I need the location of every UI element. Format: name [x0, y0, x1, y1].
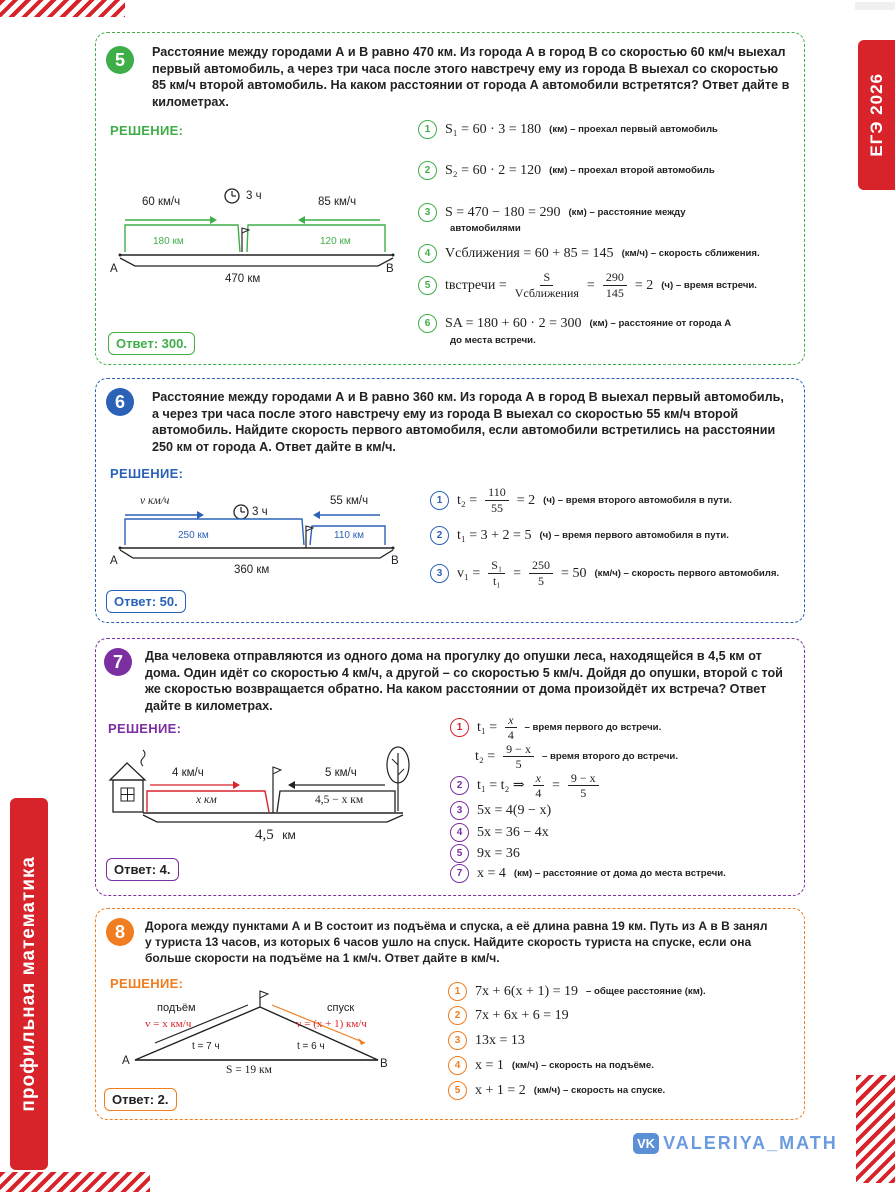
p6-time-label: 3 ч: [252, 506, 268, 518]
p7-v2-label: 5 км/ч: [325, 767, 357, 779]
p5-step-4: [418, 244, 760, 263]
p5-step-6-note2: до места встречи.: [450, 335, 536, 346]
p6-step-3-post: = 50: [561, 565, 587, 581]
exam-badge-text: ЕГЭ 2026: [866, 73, 886, 157]
p7-step-1b: [475, 742, 678, 771]
p8-step-4-num: 4: [448, 1056, 467, 1075]
p5-total-label: 470 км: [225, 273, 261, 285]
p7-v1-label: 4 км/ч: [172, 767, 204, 779]
p7-step-1-frac-den: 4: [507, 728, 514, 742]
p6-step-2: [430, 526, 729, 545]
p5-d2-label: 120 км: [320, 236, 351, 247]
p5-step-2: [418, 161, 715, 180]
p7-step-2-frac2: [568, 771, 599, 800]
p5-step-5-frac1: [515, 270, 579, 301]
p7-d1-label: x км: [196, 794, 217, 806]
p5-step-5-frac2-den: 145: [605, 286, 624, 300]
p5-step-6-math: SA = 180 + 60 · 2 = 300: [445, 315, 582, 331]
p6-step-3-mid: =: [513, 565, 522, 581]
p7-step-1b-frac: [503, 742, 534, 771]
problem-8-solution-label: РЕШЕНИЕ:: [110, 976, 184, 991]
p6-step-2-num: 2: [430, 526, 449, 545]
p6-step-1-pre: t₂ =: [457, 492, 478, 508]
problem-7-text: Два человека отправляются из одного дома на прогулку до опушки леса, находящейся в 4,5 км от дома. Один идёт со скоростью 4 км/ч, а другой – со скоростью 5 км/ч. Дойдя до опушки, второй с той же скоростью возвращается обратно. На каком расстоянии от дома произойдёт их встреча? Ответ дайте в километрах.: [145, 649, 783, 713]
problem-8-answer: Ответ: 2.: [104, 1088, 177, 1111]
p7-step-2-pre: t₁ = t₂ ⇒: [477, 778, 525, 793]
p8-step-2: [448, 1006, 569, 1025]
p5-step-3-note: (км) – расстояние между: [568, 207, 686, 218]
p7-step-2: [450, 771, 599, 800]
p7-step-1-frac-num: x: [505, 713, 516, 728]
p7-step-1: [450, 713, 661, 742]
p5-step-1: [418, 120, 718, 139]
p5-step-1-num: 1: [418, 120, 437, 139]
watermark: [633, 1133, 838, 1154]
p8-b-label: В: [380, 1058, 388, 1070]
p6-step-3-note: (км/ч) – скорость первого автомобиля.: [594, 568, 780, 579]
p7-step-5: [450, 844, 520, 863]
p8-a-label: А: [122, 1055, 130, 1067]
p7-step-2-frac2-den: 5: [580, 786, 587, 800]
p7-d2-label: 4,5 − x км: [315, 794, 364, 806]
p5-step-2-note: (км) – проехал второй автомобиль: [549, 165, 715, 176]
p6-step-3-num: 3: [430, 564, 449, 583]
p6-step-2-math: t₁ = 3 + 2 = 5: [457, 527, 532, 543]
p5-d1-label: 180 км: [153, 236, 184, 247]
p5-step-3-note2: автомобилями: [450, 223, 521, 234]
p8-step-2-math: 7x + 6x + 6 = 19: [475, 1007, 569, 1023]
p5-step-5-frac1-num: S: [540, 270, 553, 286]
p8-v2-label: v = (x + 1) км/ч: [296, 1018, 367, 1030]
p8-step-4-math: x = 1: [475, 1057, 504, 1073]
p6-point-b: [392, 547, 395, 550]
p7-step-3-math: 5x = 4(9 − x): [477, 802, 552, 818]
p5-arrow-2-head: [298, 216, 305, 224]
p6-arrow-2-head: [313, 511, 320, 519]
p5-step-6-note: (км) – расстояние от города А: [589, 318, 732, 329]
p6-step-3-frac1-den: t₁: [492, 574, 501, 588]
p7-step-4-num: 4: [450, 823, 469, 842]
p5-step-2-math: S₂ = 60 · 2 = 120: [445, 162, 542, 178]
problem-5-number: 5: [106, 46, 134, 74]
p6-step-1-frac: [485, 485, 509, 516]
p7-step-2-frac2-num: 9 − x: [568, 771, 599, 786]
p8-step-5-math: x + 1 = 2: [475, 1082, 526, 1098]
problem-5-solution-label: РЕШЕНИЕ:: [110, 123, 184, 138]
p5-step-2-num: 2: [418, 161, 437, 180]
problem-6-solution-label: РЕШЕНИЕ:: [110, 466, 184, 481]
p5-step-5-frac1-den: Vсближения: [514, 286, 579, 300]
problem-8-number: 8: [106, 918, 134, 946]
p8-t1-label: t = 7 ч: [192, 1041, 220, 1052]
p5-step-3: [418, 203, 686, 222]
p6-step-3-frac2-den: 5: [538, 574, 545, 588]
p7-step-3-num: 3: [450, 801, 469, 820]
p6-total-label: 360 км: [234, 564, 270, 576]
p6-a-label: А: [110, 555, 118, 567]
p5-step-5: [418, 270, 757, 301]
p6-b-label: В: [391, 555, 399, 567]
p5-step-3-math: S = 470 − 180 = 290: [445, 204, 561, 220]
p7-step-3: [450, 801, 551, 820]
problem-6-answer: Ответ: 50.: [106, 590, 186, 613]
p8-step-5-num: 5: [448, 1081, 467, 1100]
p5-step-6-num: 6: [418, 314, 437, 333]
p7-flag-icon: [273, 767, 281, 774]
problem-6-number: 6: [106, 388, 134, 416]
p7-arrow-1-head: [233, 781, 240, 789]
p6-arrow-1-head: [197, 511, 204, 519]
p8-v1-label: v = x км/ч: [145, 1018, 192, 1030]
p8-t2-label: t = 6 ч: [297, 1041, 325, 1052]
p5-step-1-math: S₁ = 60 · 3 = 180: [445, 121, 542, 137]
p5-a-label: А: [110, 263, 118, 275]
p8-total-label: S = 19 км: [226, 1064, 272, 1076]
p7-step-5-num: 5: [450, 844, 469, 863]
p7-step-4: [450, 823, 549, 842]
top-right-bar: [855, 2, 895, 10]
house-smoke-icon: [141, 750, 145, 766]
p7-step-1b-frac-den: 5: [515, 757, 522, 771]
p7-step-1b-frac-num: 9 − x: [503, 742, 534, 757]
p6-step-1-frac-den: 55: [490, 501, 503, 515]
p6-brace: [120, 550, 393, 558]
p6-segment-1: [125, 519, 304, 545]
p8-down-label: спуск: [327, 1002, 355, 1014]
problem-7-solution-label: РЕШЕНИЕ:: [108, 721, 182, 736]
problem-7-number: 7: [104, 648, 132, 676]
problem-5-answer: Ответ: 300.: [108, 332, 195, 355]
p8-step-3-math: 13x = 13: [475, 1032, 525, 1048]
p5-arrow-1-head: [210, 216, 217, 224]
p5-step-6: [418, 314, 731, 333]
p8-step-2-num: 2: [448, 1006, 467, 1025]
p7-step-1-frac: [505, 713, 516, 742]
p5-b-label: В: [386, 263, 394, 275]
house-roof-icon: [110, 763, 145, 780]
p6-step-1-post: = 2: [516, 492, 536, 508]
p7-step-2-frac1: [533, 771, 544, 800]
p6-step-3-frac2-num: 250: [529, 558, 553, 574]
p7-total-value: 4,5: [255, 827, 274, 843]
p5-step-5-pre: tвстречи =: [445, 277, 507, 293]
p8-step-4: [448, 1056, 654, 1075]
p5-point-a: [119, 254, 122, 257]
p6-v2-label: 55 км/ч: [330, 495, 369, 507]
problem-6-text: Расстояние между городами А и В равно 360 км. Из города А в город В выехал первый автомобиль, а через три часа после этого навстречу ему из города В выехал со скоростью 55 км/ч второй автомобиль. Найдите скорость первого автомобиля, если автомобили встретились на расстоянии 250 км от города А. Ответ дайте в км/ч.: [152, 390, 784, 454]
p7-step-6: [450, 864, 726, 883]
p6-step-1-num: 1: [430, 491, 449, 510]
p8-step-1-num: 1: [448, 982, 467, 1001]
problem-7-answer: Ответ: 4.: [106, 858, 179, 881]
p8-step-1-note: – общее расстояние (км).: [586, 986, 706, 997]
p7-step-6-math: x = 4: [477, 865, 506, 881]
p7-step-6-num: 7: [450, 864, 469, 883]
p7-step-1-num: 1: [450, 718, 469, 737]
p6-step-2-note: (ч) – время первого автомобиля в пути.: [539, 530, 729, 541]
p8-step-3-num: 3: [448, 1031, 467, 1050]
p7-step-2-frac1-num: x: [533, 771, 544, 786]
p6-step-1-note: (ч) – время второго автомобиля в пути.: [543, 495, 732, 506]
p6-v1-label: v км/ч: [140, 495, 170, 507]
p7-step-2-mid: =: [552, 777, 560, 793]
p5-step-5-num: 5: [418, 276, 437, 295]
p8-step-5: [448, 1081, 665, 1100]
p6-d1-label: 250 км: [178, 530, 209, 541]
p7-total: [255, 826, 296, 844]
p5-v1-label: 60 км/ч: [142, 196, 181, 208]
p6-d2-label: 110 км: [334, 530, 364, 541]
p5-step-5-frac2-num: 290: [603, 270, 627, 286]
p8-step-5-note: (км/ч) – скорость на спуске.: [533, 1085, 666, 1096]
p6-step-3-frac2: [529, 558, 553, 589]
bottom-hatch-decoration: [0, 1172, 150, 1192]
p7-step-5-math: 9x = 36: [477, 845, 520, 861]
p5-step-5-note: (ч) – время встречи.: [661, 280, 757, 291]
vk-logo-icon: VK: [633, 1133, 659, 1154]
p7-step-2-frac1-den: 4: [535, 786, 542, 800]
p6-step-1: [430, 485, 732, 516]
p6-step-1-frac-num: 110: [485, 485, 509, 501]
p7-step-1b-note: – время второго до встречи.: [541, 751, 678, 762]
p6-step-3-frac1-num: S₁: [488, 558, 505, 574]
side-label-text: профильная математика: [18, 856, 39, 1112]
p5-segment-2: [247, 225, 385, 252]
p7-total-unit: км: [282, 828, 296, 842]
exam-badge: [858, 40, 895, 190]
p5-step-3-num: 3: [418, 203, 437, 222]
p5-step-5-frac2: [603, 270, 627, 301]
p5-time-label: 3 ч: [246, 190, 262, 202]
p5-step-4-num: 4: [418, 244, 437, 263]
p6-step-3-pre: v₁ =: [457, 565, 481, 581]
p5-step-1-note: (км) – проехал первый автомобиль: [549, 124, 718, 135]
problem-5-text: Расстояние между городами А и В равно 470 км. Из города А в город В со скоростью 60 км/ч выехал первый автомобиль, а через три часа после этого навстречу ему из города В выехал со скоростью 85 км/ч второй автомобиль. На каком расстоянии от города А автомобили встретятся? Ответ дайте в километрах.: [152, 45, 790, 109]
p7-step-1-note: – время первого до встречи.: [524, 722, 662, 733]
p5-step-4-note: (км/ч) – скорость сближения.: [621, 248, 760, 259]
p5-step-5-post: = 2: [634, 277, 654, 293]
p5-v2-label: 85 км/ч: [318, 196, 357, 208]
p5-step-5-eq: =: [586, 277, 595, 293]
p8-step-3: [448, 1031, 525, 1050]
p7-step-4-math: 5x = 36 − 4x: [477, 824, 549, 840]
p5-step-4-math: Vсближения = 60 + 85 = 145: [445, 245, 614, 261]
p8-step-4-note: (км/ч) – скорость на подъёме.: [511, 1060, 654, 1071]
top-hatch-decoration: [0, 0, 125, 17]
p7-step-2-num: 2: [450, 776, 469, 795]
p6-point-a: [119, 547, 122, 550]
p6-step-3: [430, 558, 779, 589]
p7-brace: [143, 815, 403, 822]
side-label: [10, 798, 48, 1170]
watermark-text: VALERIYA_MATH: [663, 1133, 838, 1153]
p7-step-1b-pre: t₂ =: [475, 748, 496, 764]
p6-step-3-frac1: [488, 558, 505, 589]
problem-8-text: Дорога между пунктами А и В состоит из подъёма и спуска, а её длина равна 19 км. Путь из А в В занял у туриста 13 часов, из которых 6 часов ушло на спуск. Найдите скорость туриста на спуске, если она больше скорости на подъёме на 1 км/ч. Ответ дайте в км/ч.: [145, 919, 768, 965]
right-hatch-decoration: [856, 1075, 895, 1183]
p8-flag-icon: [260, 991, 268, 998]
p8-step-1-math: 7x + 6(x + 1) = 19: [475, 983, 579, 999]
p8-up-label: подъём: [157, 1002, 196, 1014]
p8-step-1: [448, 982, 706, 1001]
p5-brace: [120, 258, 393, 266]
p7-step-1-pre: t₁ =: [477, 719, 498, 735]
p5-point-b: [392, 254, 395, 257]
p7-step-6-note: (км) – расстояние от дома до места встречи.: [513, 868, 726, 879]
p7-arrow-2-head: [288, 781, 295, 789]
